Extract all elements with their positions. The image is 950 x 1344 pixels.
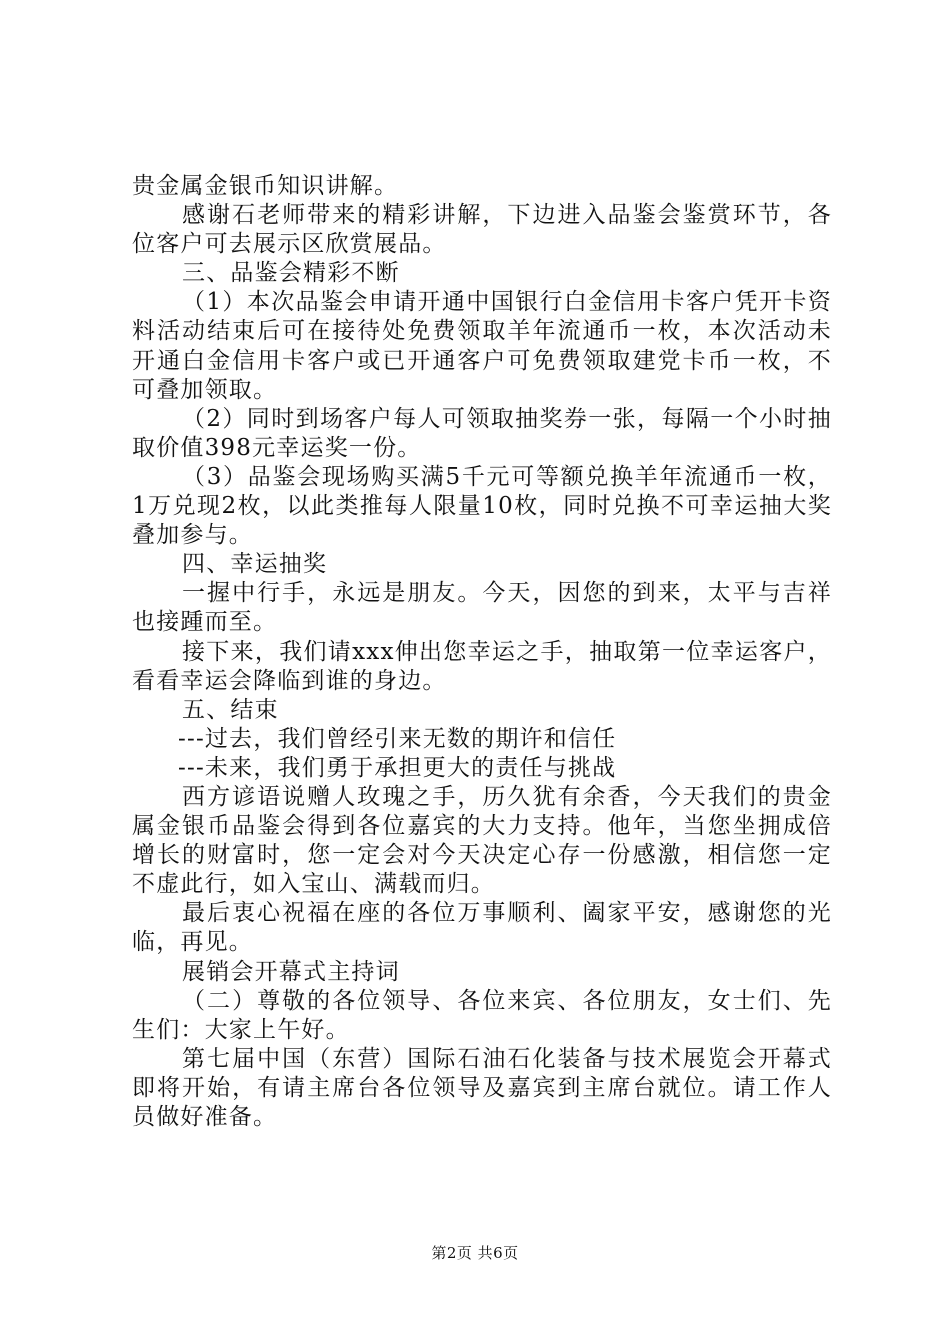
paragraph-5: （2）同时到场客户每人可领取抽奖券一张，每隔一个小时抽取价值398元幸运奖一份。 <box>132 405 832 461</box>
subtitle-heading: 展销会开幕式主持词 <box>182 958 400 985</box>
paragraph-2: 感谢石老师带来的精彩讲解，下边进入品鉴会鉴赏环节，各位客户可去展示区欣赏展品。 <box>132 202 832 258</box>
section-heading-3: 三、品鉴会精彩不断 <box>182 260 400 287</box>
paragraph-17: 第七届中国（东营）国际石油石化装备与技术展览会开幕式即将开始，有请主席台各位领导及嘉宾到主席台就位。请工作人员做好准备。 <box>132 1045 832 1130</box>
paragraph-14: 最后衷心祝福在座的各位万事顺利、阖家平安，感谢您的光临，再见。 <box>132 900 832 956</box>
paragraph-12: ---未来，我们勇于承担更大的责任与挑战 <box>178 754 617 781</box>
document-body <box>132 172 832 1132</box>
section-heading-4: 四、幸运抽奖 <box>182 551 328 578</box>
paragraph-13: 西方谚语说赠人玫瑰之手，历久犹有余香，今天我们的贵金属金银币品鉴会得到各位嘉宾的大力支持。他年，当您坐拥成倍增长的财富时，您一定会对今天决定心存一份感激，相信您一定不虚此行，如入宝山、满载而归。 <box>132 783 832 898</box>
paragraph-1: 贵金属金银币知识讲解。 <box>132 173 399 199</box>
paragraph-6: （3）品鉴会现场购买满5千元可等额兑换羊年流通币一枚，1万兑现2枚，以此类推每人限量10枚，同时兑换不可幸运抽大奖叠加参与。 <box>132 463 832 549</box>
paragraph-8: 一握中行手，永远是朋友。今天，因您的到来，太平与吉祥也接踵而至。 <box>132 580 832 636</box>
paragraph-4: （1）本次品鉴会申请开通中国银行白金信用卡客户凭开卡资料活动结束后可在接待处免费领取羊年流通币一枚，本次活动未开通白金信用卡客户或已开通客户可免费领取建党卡币一枚，不可叠加领取。 <box>132 289 832 403</box>
paragraph-9: 接下来，我们请xxx伸出您幸运之手，抽取第一位幸运客户，看看幸运会降临到谁的身边。 <box>132 638 832 694</box>
paragraph-16: （二）尊敬的各位领导、各位来宾、各位朋友，女士们、先生们：大家上午好。 <box>132 987 832 1043</box>
paragraph-11: ---过去，我们曾经引来无数的期许和信任 <box>178 725 617 752</box>
page-footer: 第2页 共6页 <box>431 1244 519 1262</box>
section-heading-5: 五、结束 <box>182 696 279 723</box>
